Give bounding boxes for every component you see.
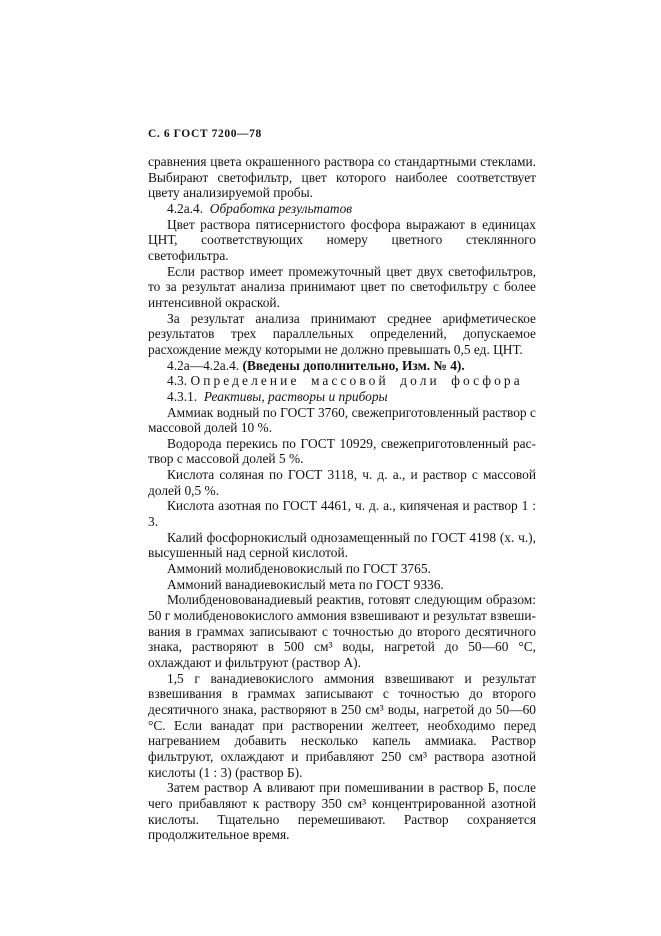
clause-number: 4.3.	[167, 373, 191, 389]
paragraph	[148, 405, 536, 436]
paragraph	[148, 217, 536, 264]
paragraph-text: Аммоний молибденовокислый по ГОСТ 3765.	[167, 561, 431, 577]
clause-title: Реактивы, растворы и приборы	[203, 388, 388, 404]
paragraph-text: сравнения цвета окрашенного раствора со стандартными стеклами. Выбирают светофильтр, цвет которого наиболее соответствует цвету анализируемой пробы.	[148, 154, 536, 201]
paragraph	[148, 154, 536, 201]
paragraph-text: Цвет раствора пятисернистого фосфора выражают в единицах ЦНТ, соответствующих номеру цветного стеклянного светофильтра.	[148, 216, 536, 263]
clause-title: Обработка результатов	[209, 200, 353, 216]
paragraph	[148, 592, 536, 670]
paragraph-text: Аммиак водный по ГОСТ 3760, свежеприготовленный раствор с массовой долей 10 %.	[148, 404, 536, 436]
subsection-heading	[148, 201, 536, 217]
clause-number: 4.2а—4.2а.4.	[167, 357, 243, 373]
paragraph-text: Молибденовованадиевый реактив, готовят следующим образом: 50 г молибденовокислого аммония взвешивают и результат взвешивания в граммах записывают с точностью до второго десятичного знака, растворяют в 500 см³ воды, нагретой до 50—60 °С, охлаждают и фильтруют (раствор А).	[148, 592, 536, 670]
paragraph	[148, 498, 536, 529]
paragraph-text: Кислота азотная по ГОСТ 4461, ч. д. а., кипяченая и раствор 1 : 3.	[148, 498, 536, 530]
paragraph-text: Кислота соляная по ГОСТ 3118, ч. д. а., и раствор с массовой долей 0,5 %.	[148, 467, 536, 498]
section-heading	[148, 373, 536, 389]
paragraph-text: Если раствор имеет промежуточный цвет двух светофильтров, то за результат анализа принимают цвет по светофильтру с более интенсивной окраской.	[148, 263, 536, 310]
paragraph	[148, 561, 536, 577]
paragraph-text: Калий фосфорнокислый однозамещенный по ГОСТ 4198 (х. ч.), высушенный над серной кислотой.	[148, 529, 536, 561]
paragraph-text: 1,5 г ванадиевокислого аммония взвешивают и результат взвешивания в граммах записывают с точностью до второго десятичного знака, растворяют в 250 см³ воды, нагретой до 50—60 °С. Если ванадат при растворении желтеет, необходимо перед нагреванием добавить несколько капель аммиака. Раствор фильтруют, охлаждают и прибавляют 250 см³ раствора азотной кислоты (1 : 3) (раствор Б).	[148, 670, 536, 780]
paragraph	[148, 436, 536, 467]
paragraph-text: За результат анализа принимают среднее арифметическое результатов трех параллельных определений, допускаемое расхождение между которыми не должно превышать 0,5 ед. ЦНТ.	[148, 310, 536, 357]
paragraph	[148, 264, 536, 311]
amendment-note	[148, 358, 536, 374]
amendment-text: (Введены дополнительно, Изм. № 4).	[242, 357, 465, 373]
document-body	[148, 154, 536, 843]
clause-number: 4.3.1.	[167, 388, 204, 404]
paragraph-text: Аммоний ванадиевокислый мета по ГОСТ 9336.	[167, 576, 444, 592]
paragraph-text: Водорода перекись по ГОСТ 10929, свежеприготовленный раствор с массовой долей 5 %.	[148, 435, 536, 467]
paragraph	[148, 780, 536, 843]
section-title: Определение массовой доли фосфора	[190, 373, 523, 389]
subsection-heading	[148, 389, 536, 405]
paragraph	[148, 577, 536, 593]
paragraph	[148, 311, 536, 358]
running-header: С. 6 ГОСТ 7200—78	[148, 128, 262, 140]
paragraph-text: Затем раствор А вливают при помешивании в раствор Б, после чего прибавляют к раствору 350 см³ концентрированной азотной кислоты. Тщательно перемешивают. Раствор сохраняется продолжительное время.	[148, 780, 536, 843]
clause-number: 4.2а.4.	[167, 200, 210, 216]
paragraph	[148, 467, 536, 498]
paragraph	[148, 530, 536, 561]
paragraph	[148, 671, 536, 781]
